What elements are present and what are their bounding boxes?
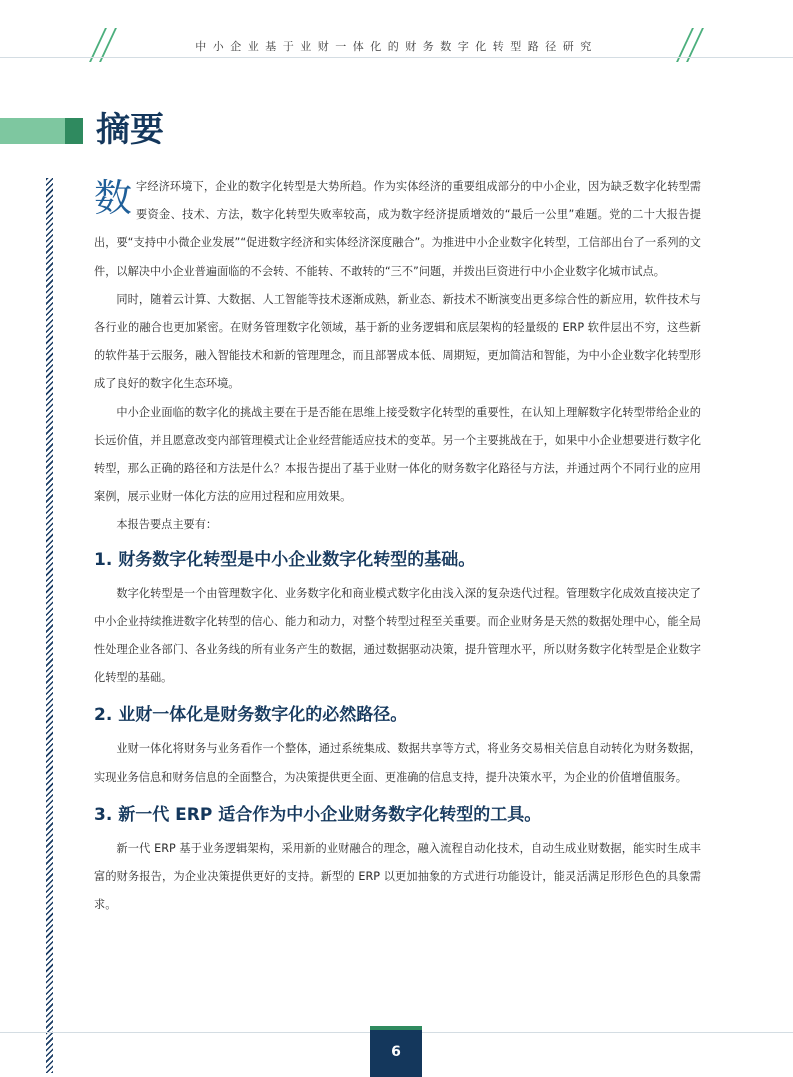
section-heading-3: 3. 新一代 ERP 适合作为中小企业财务数字化转型的工具。 xyxy=(94,804,542,825)
intro-paragraph-1-text: 字经济环境下，企业的数字化转型是大势所趋。作为实体经济的重要组成部分的中小企业，因为缺乏数字化转型需要资金、技术、方法，数字化转型失败率较高，成为数字经济提质增效的“最后一公里”难题。党的二十大报告提出，要“支持中小微企业发展”“促进数字经济和实体经济深度融合”。为推进中小企业数字化转型，工信部出台了一系列的文件，以解决中小企业普遍面临的不会转、不能转、不敢转的“三不”问题，并拨出巨资进行中小企业数字化城市试点。 xyxy=(94,180,701,278)
intro-paragraph-1 xyxy=(94,173,701,286)
drop-cap: 数 xyxy=(94,176,133,220)
section-body-1: 数字化转型是一个由管理数字化、业务数字化和商业模式数字化由浅入深的复杂迭代过程。管理数字化成效直接决定了中小企业持续推进数字化转型的信心、能力和动力，对整个转型过程至关重要。而企业财务是天然的数据处理中心，能全局性处理企业各部门、各业务线的所有业务产生的数据，通过数据驱动决策，提升管理水平，所以财务数字化转型是企业数字化转型的基础。 xyxy=(94,586,701,685)
abstract-body xyxy=(94,173,701,919)
header-divider xyxy=(0,57,793,58)
running-header-title: 中小企业基于业财一体化的财务数字化转型路径研究 xyxy=(195,40,598,53)
page-title: 摘要 xyxy=(96,110,164,150)
title-accent-band xyxy=(0,118,65,144)
page-number-box xyxy=(370,1026,422,1077)
intro-paragraph-3: 中小企业面临的数字化的挑战主要在于是否能在思维上接受数字化转型的重要性，在认知上理解数字化转型带给企业的长远价值，并且愿意改变内部管理模式让企业经营能适应技术的变革。另一个主要挑战在于，如果中小企业想要进行数字化转型，那么正确的路径和方法是什么？本报告提出了基于业财一体化的财务数字化路径与方法，并通过两个不同行业的应用案例，展示业财一体化方法的应用过程和应用效果。 xyxy=(94,405,701,504)
section-body-2: 业财一体化将财务与业务看作一个整体，通过系统集成、数据共享等方式，将业务交易相关信息自动转化为财务数据，实现业务信息和财务信息的全面整合，为决策提供更全面、更准确的信息支持，提升决策水平，为企业的价值增值服务。 xyxy=(94,742,701,784)
page-number: 6 xyxy=(391,1043,401,1060)
title-accent-block xyxy=(65,118,83,144)
section-heading-2: 2. 业财一体化是财务数字化的必然路径。 xyxy=(94,705,408,726)
section-body-3: 新一代 ERP 基于业务逻辑架构，采用新的业财融合的理念，融入流程自动化技术，自动生成业财数据，能实时生成丰富的财务报告，为企业决策提供更好的支持。新型的 ERP 以更加抽象的方式进行功能设计，能灵活满足形形色色的具象需求。 xyxy=(94,841,701,912)
intro-paragraph-2: 同时，随着云计算、大数据、人工智能等技术逐渐成熟，新业态、新技术不断演变出更多综合性的新应用，软件技术与各行业的融合也更加紧密。在财务管理数字化领域，基于新的业务逻辑和底层架构的轻量级的 ERP 软件层出不穷，这些新的软件基于云服务，融入智能技术和新的管理理念，而且部署成本低、周期短，更加简洁和智能，为中小企业数字化转型形成了良好的数字化生态环境。 xyxy=(94,292,701,391)
intro-paragraph-4: 本报告要点主要有： xyxy=(116,518,218,532)
section-heading-1: 1. 财务数字化转型是中小企业数字化转型的基础。 xyxy=(94,549,476,570)
side-hatch-bar xyxy=(46,178,53,1073)
